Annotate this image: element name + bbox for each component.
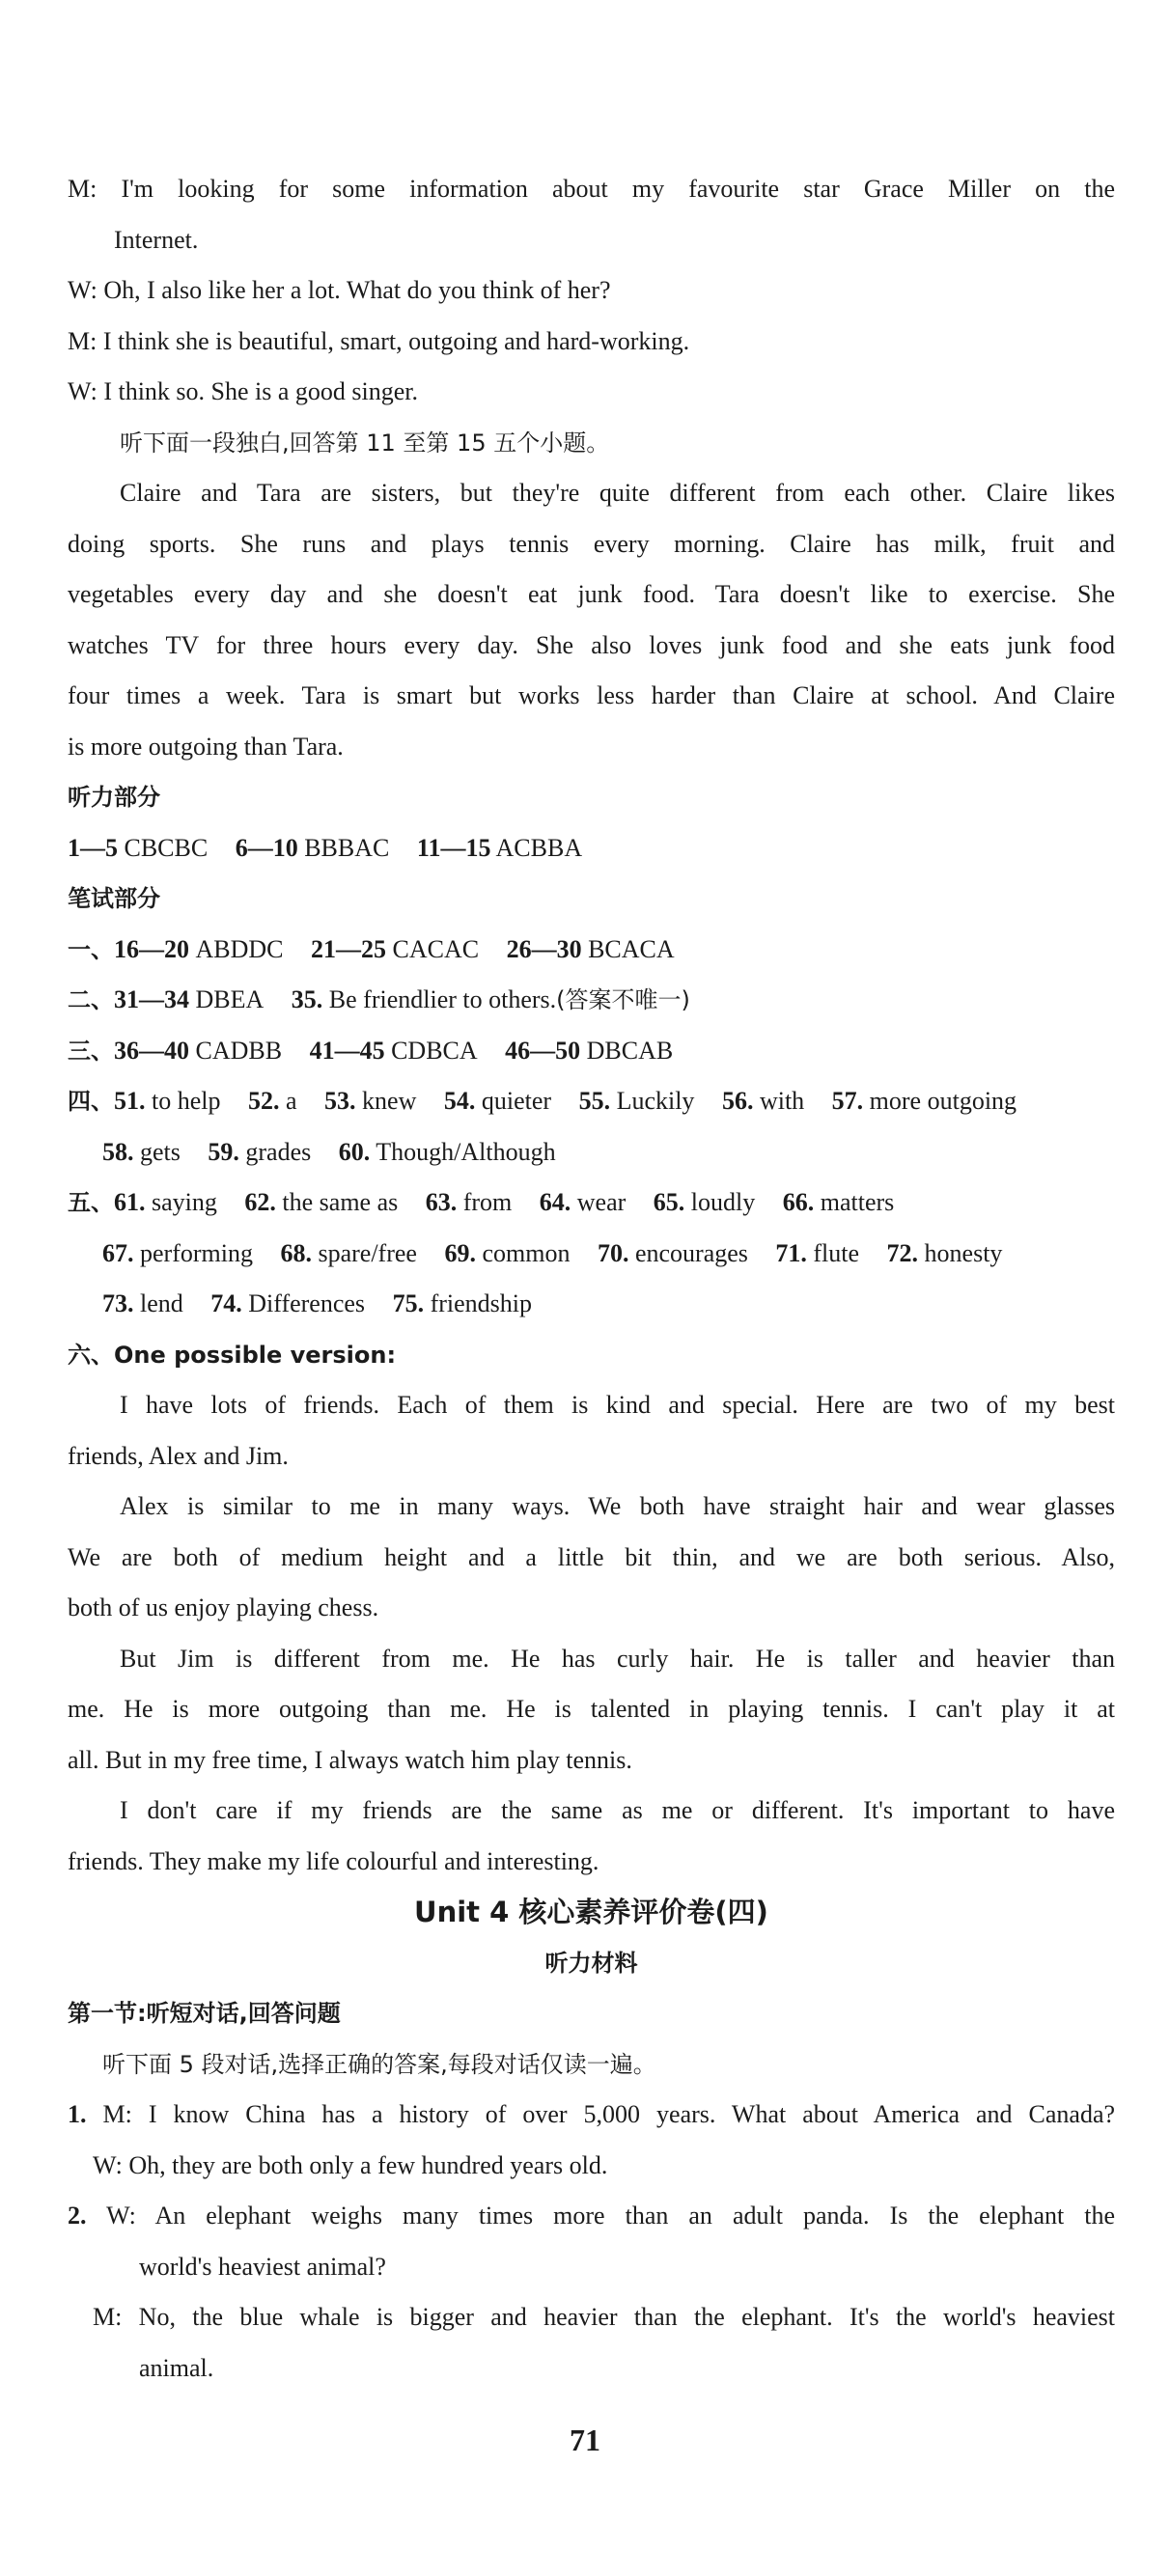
answer-value: CDBCA — [391, 1036, 478, 1065]
listening-answers — [68, 823, 1115, 874]
answer-number: 74. — [210, 1289, 242, 1317]
section-1-answers — [68, 925, 1115, 976]
answer-value: flute — [813, 1238, 860, 1267]
speaker-label: W: — [68, 377, 98, 405]
answer-range: 21—25 — [311, 934, 387, 963]
dialogue-text: I know China has a history of over 5,000 years. What about America and Canada? — [148, 2100, 1116, 2128]
answer-value: knew — [362, 1087, 417, 1115]
answer-value: DBCAB — [586, 1036, 674, 1065]
answer-value: BCACA — [588, 934, 675, 963]
essay-line: Alex is similar to me in many ways. We both have straight hair and wear glasses — [120, 1492, 1115, 1520]
answer-range: 1—5 — [68, 833, 118, 862]
section-2-answers — [68, 975, 1115, 1026]
answer-number: 69. — [444, 1238, 476, 1267]
essay-line: me. He is more outgoing than me. He is talented in playing tennis. I can't play it at — [68, 1695, 1115, 1723]
answer-value: ACBBA — [495, 833, 583, 862]
answer-number: 52. — [248, 1087, 280, 1115]
section-5-answers-cont — [68, 1279, 1115, 1330]
answer-value: quieter — [481, 1087, 552, 1115]
page-content — [68, 164, 1115, 2394]
dialogue-text: I'm looking for some information about my favourite star Grace Miller on the — [121, 175, 1116, 203]
answer-number: 64. — [539, 1188, 571, 1216]
dialogue-text: I think so. She is a good singer. — [103, 377, 419, 405]
section-label: 四、 — [68, 1088, 114, 1115]
answer-number: 66. — [782, 1188, 815, 1216]
dialogue-line — [68, 317, 1115, 368]
monologue-line: four times a week. Tara is smart but works less harder than Claire at school. And Claire — [68, 681, 1115, 709]
answer-number: 56. — [721, 1087, 754, 1115]
dialogue-line — [68, 265, 1115, 317]
dialogue-text: Oh, I also like her a lot. What do you think of her? — [103, 276, 611, 304]
essay-line: But Jim is different from me. He has curly hair. He is taller and heavier than — [120, 1644, 1115, 1673]
answer-value: honesty — [924, 1238, 1003, 1267]
answer-range: 6—10 — [235, 833, 298, 862]
monologue-line: Claire and Tara are sisters, but they're quite different from each other. Claire likes — [120, 479, 1115, 507]
section-3-answers — [68, 1026, 1115, 1077]
answer-number: 35. — [291, 985, 323, 1013]
answer-value: Be friendlier to others. — [328, 985, 557, 1013]
answer-note: (答案不唯一) — [556, 986, 690, 1013]
answer-value: with — [759, 1087, 805, 1115]
speaker-label: W: — [106, 2202, 136, 2230]
section-label: 五、 — [68, 1189, 114, 1216]
essay-line: friends. They make my life colourful and interesting. — [68, 1846, 599, 1875]
part1-intro: 听下面 5 段对话,选择正确的答案,每段对话仅读一遍。 — [102, 2050, 656, 2078]
essay-line: friends, Alex and Jim. — [68, 1441, 289, 1470]
answer-number: 62. — [244, 1188, 276, 1216]
answer-number: 73. — [102, 1289, 134, 1317]
section-label: 一、 — [68, 935, 114, 963]
answer-value: wear — [576, 1188, 627, 1216]
dialogue-line — [68, 164, 1115, 215]
answer-value: friendship — [430, 1289, 532, 1317]
written-heading: 笔试部分 — [68, 885, 160, 912]
dialogue-text: An elephant weighs many times more than an adult panda. Is the elephant the — [154, 2202, 1115, 2230]
essay-line: I don't care if my friends are the same as me or different. It's important to have — [120, 1796, 1115, 1824]
dialogue-text: Internet. — [114, 225, 199, 254]
monologue-line: doing sports. She runs and plays tennis every morning. Claire has milk, fruit and — [68, 529, 1115, 558]
answer-value: Luckily — [616, 1087, 695, 1115]
essay-line: all. But in my free time, I always watch him play tennis. — [68, 1745, 632, 1774]
dialogue-text: I think she is beautiful, smart, outgoing and hard-working. — [102, 326, 690, 355]
answer-range: 36—40 — [114, 1036, 189, 1065]
section-4-answers — [68, 1076, 1115, 1127]
answer-range: 31—34 — [114, 985, 189, 1013]
page-number: 71 — [570, 2423, 600, 2457]
essay-line: I have lots of friends. Each of them is kind and special. Here are two of my best — [120, 1391, 1115, 1419]
answer-value: DBEA — [195, 985, 265, 1013]
answer-number: 59. — [208, 1137, 239, 1166]
essay-heading: One possible version: — [114, 1341, 397, 1369]
monologue-line: watches TV for three hours every day. She also loves junk food and she eats junk food — [68, 630, 1115, 659]
speaker-label: M: — [68, 175, 98, 203]
answer-value: matters — [820, 1188, 895, 1216]
question-1-line — [68, 2090, 1115, 2141]
section-label: 二、 — [68, 986, 114, 1013]
listening-heading: 听力部分 — [68, 784, 160, 811]
speaker-label: M: — [68, 326, 98, 355]
answer-number: 60. — [338, 1137, 371, 1166]
question-number: 1. — [68, 2100, 87, 2128]
answer-value: performing — [140, 1238, 253, 1267]
answer-range: 26—30 — [506, 934, 582, 963]
speaker-label: W: — [68, 276, 98, 304]
answer-number: 53. — [324, 1087, 356, 1115]
answer-number: 70. — [597, 1238, 629, 1267]
answer-value: from — [462, 1188, 513, 1216]
question-2-line — [68, 2191, 1115, 2242]
answer-number: 51. — [114, 1087, 146, 1115]
answer-number: 61. — [114, 1188, 146, 1216]
answer-range: 46—50 — [505, 1036, 581, 1065]
dialogue-line — [68, 215, 1115, 266]
answer-range: 16—20 — [114, 934, 189, 963]
answer-value: to help — [152, 1087, 221, 1115]
section-6-heading — [68, 1330, 1115, 1381]
answer-number: 58. — [102, 1137, 134, 1166]
answer-value: CBCBC — [124, 833, 209, 862]
answer-value: encourages — [634, 1238, 748, 1267]
section-4-answers-cont — [68, 1127, 1115, 1178]
section-5-answers — [68, 1177, 1115, 1229]
answer-number: 55. — [578, 1087, 611, 1115]
dialogue-text: No, the blue whale is bigger and heavier than the elephant. It's the world's heaviest — [138, 2303, 1115, 2331]
speaker-label: W: — [93, 2150, 123, 2179]
answer-value: Though/Although — [376, 1137, 556, 1166]
answer-number: 54. — [443, 1087, 476, 1115]
monologue-line: vegetables every day and she doesn't eat junk food. Tara doesn't like to exercise. She — [68, 580, 1115, 608]
part1-heading: 第一节:听短对话,回答问题 — [68, 2000, 341, 2027]
dialogue-text: Oh, they are both only a few hundred years old. — [128, 2150, 608, 2179]
section-label: 六、 — [68, 1341, 114, 1369]
answer-number: 57. — [831, 1087, 864, 1115]
speaker-label: M: — [102, 2100, 132, 2128]
answer-number: 72. — [886, 1238, 919, 1267]
answer-value: the same as — [282, 1188, 399, 1216]
answer-value: Differences — [248, 1289, 366, 1317]
answer-number: 75. — [392, 1289, 425, 1317]
section-5-answers-cont — [68, 1229, 1115, 1280]
question-number: 2. — [68, 2202, 87, 2230]
answer-value: saying — [152, 1188, 217, 1216]
unit-title: Unit 4 核心素养评价卷(四) — [414, 1896, 768, 1928]
essay-line: We are both of medium height and a little bit thin, and we are both serious. Also, — [68, 1542, 1115, 1571]
answer-value: CACAC — [392, 934, 480, 963]
answer-number: 71. — [775, 1238, 807, 1267]
answer-value: loudly — [690, 1188, 756, 1216]
answer-value: spare/free — [318, 1238, 417, 1267]
answer-value: lend — [140, 1289, 183, 1317]
answer-value: gets — [140, 1137, 181, 1166]
section-label: 三、 — [68, 1037, 114, 1065]
answer-value: BBBAC — [304, 833, 390, 862]
question-2-line — [68, 2292, 1115, 2343]
answer-value: more outgoing — [869, 1087, 1017, 1115]
monologue-line: is more outgoing than Tara. — [68, 732, 344, 761]
answer-value: grades — [245, 1137, 312, 1166]
speaker-label: M: — [93, 2303, 123, 2331]
answer-value: a — [286, 1087, 297, 1115]
answer-number: 68. — [280, 1238, 312, 1267]
dialogue-line — [68, 367, 1115, 418]
answer-number: 67. — [102, 1238, 134, 1267]
answer-value: common — [482, 1238, 571, 1267]
monologue-intro: 听下面一段独白,回答第 11 至第 15 五个小题。 — [120, 429, 610, 457]
material-title: 听力材料 — [544, 1949, 638, 1977]
answer-range: 41—45 — [309, 1036, 385, 1065]
question-2-line: animal. — [139, 2353, 214, 2382]
question-1-line — [68, 2141, 1115, 2192]
answer-number: 65. — [653, 1188, 685, 1216]
question-2-line: world's heaviest animal? — [139, 2252, 386, 2281]
answer-range: 11—15 — [416, 833, 491, 862]
answer-number: 63. — [425, 1188, 458, 1216]
answer-value: CADBB — [195, 1036, 283, 1065]
essay-line: both of us enjoy playing chess. — [68, 1593, 379, 1621]
answer-value: ABDDC — [195, 934, 284, 963]
